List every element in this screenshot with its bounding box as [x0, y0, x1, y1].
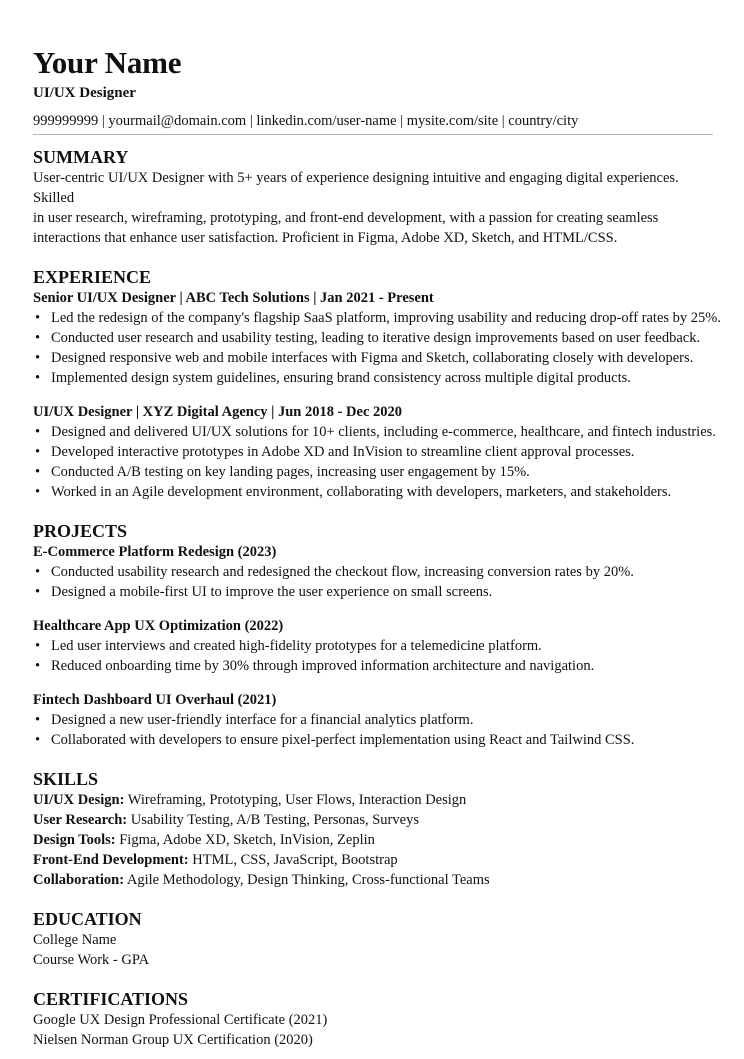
bullet-item: • Worked in an Agile development environment, collaborating with developers, marketers, and stakeholders.: [33, 482, 718, 502]
job-bullets: [33, 422, 718, 502]
candidate-role: UI/UX Designer: [33, 85, 136, 101]
project-heading: Fintech Dashboard UI Overhaul (2021): [33, 692, 277, 708]
job-heading: UI/UX Designer | XYZ Digital Agency | Jun 2018 - Dec 2020: [33, 404, 403, 420]
summary-line: interactions that enhance user satisfaction. Proficient in Figma, Adobe XD, Sketch, and HTML/CSS.: [33, 230, 618, 246]
projects-section: [33, 520, 718, 750]
bullet-item: • Designed a mobile-first UI to improve the user experience on small screens.: [33, 582, 718, 602]
job-heading: Senior UI/UX Designer | ABC Tech Solutions | Jan 2021 - Present: [33, 290, 434, 306]
education-section: [33, 908, 718, 970]
contact-line: 999999999 | yourmail@domain.com | linkedin.com/user-name | mysite.com/site | country/city: [33, 113, 579, 129]
skill-label: Front-End Development:: [33, 852, 189, 868]
experience-section: [33, 266, 721, 502]
skill-label: User Research:: [33, 812, 128, 828]
bullet-item: • Designed and delivered UI/UX solutions for 10+ clients, including e-commerce, healthcare, and fintech industries.: [33, 422, 718, 442]
skill-value: Wireframing, Prototyping, User Flows, Interaction Design: [124, 792, 467, 808]
certifications-title: CERTIFICATIONS: [33, 989, 189, 1009]
bullet-item: • Designed a new user-friendly interface for a financial analytics platform.: [33, 710, 718, 730]
bullet-item: • Conducted A/B testing on key landing pages, increasing user engagement by 15%.: [33, 462, 718, 482]
resume-body: [33, 146, 721, 1050]
project-bullets: [33, 710, 718, 750]
summary-line: User-centric UI/UX Designer with 5+ years of experience designing intuitive and engaging digital experiences. Skilled: [33, 170, 679, 206]
skills-section: [33, 768, 718, 890]
bullet-item: • Developed interactive prototypes in Adobe XD and InVision to streamline client approval processes.: [33, 442, 718, 462]
skill-label: Collaboration:: [33, 872, 125, 888]
bullet-item: • Led user interviews and created high-fidelity prototypes for a telemedicine platform.: [33, 636, 718, 656]
project-heading: Healthcare App UX Optimization (2022): [33, 618, 284, 634]
skill-row: [33, 810, 718, 830]
bullet-item: • Implemented design system guidelines, ensuring brand consistency across multiple digital products.: [33, 368, 718, 388]
project-bullets: [33, 636, 718, 676]
skill-row: [33, 870, 718, 890]
bullet-item: • Reduced onboarding time by 30% through improved information architecture and navigation.: [33, 656, 718, 676]
college-name: College Name: [33, 932, 117, 948]
header-divider: [33, 134, 713, 135]
skill-value: Figma, Adobe XD, Sketch, InVision, Zeplin: [115, 832, 375, 848]
experience-title: EXPERIENCE: [33, 267, 152, 287]
course-work: Course Work - GPA: [33, 952, 150, 968]
bullet-item: • Conducted usability research and redesigned the checkout flow, increasing conversion rates by 20%.: [33, 562, 718, 582]
skill-row: [33, 830, 718, 850]
resume-header: [33, 45, 713, 131]
skill-row: [33, 850, 718, 870]
certifications-section: [33, 988, 718, 1050]
certification-item: Google UX Design Professional Certificate (2021): [33, 1012, 328, 1028]
skill-value: Agile Methodology, Design Thinking, Cross-functional Teams: [124, 872, 490, 888]
skill-label: UI/UX Design:: [33, 792, 125, 808]
skills-title: SKILLS: [33, 769, 99, 789]
summary-line: in user research, wireframing, prototyping, and front-end development, with a passion for creating seamless: [33, 210, 659, 226]
candidate-name: Your Name: [33, 45, 182, 80]
bullet-item: • Conducted user research and usability testing, leading to iterative design improvements based on user feedback.: [33, 328, 718, 348]
bullet-item: • Designed responsive web and mobile interfaces with Figma and Sketch, collaborating closely with developers.: [33, 348, 718, 368]
job-bullets: [33, 308, 721, 388]
education-title: EDUCATION: [33, 909, 142, 929]
projects-title: PROJECTS: [33, 521, 128, 541]
skill-value: Usability Testing, A/B Testing, Personas, Surveys: [127, 812, 419, 828]
skill-value: HTML, CSS, JavaScript, Bootstrap: [188, 852, 398, 868]
bullet-item: • Led the redesign of the company's flagship SaaS platform, improving usability and reducing drop-off rates by 25%.: [33, 308, 718, 328]
skill-label: Design Tools:: [33, 832, 116, 848]
summary-title: SUMMARY: [33, 147, 129, 167]
project-heading: E-Commerce Platform Redesign (2023): [33, 544, 277, 560]
project-bullets: [33, 562, 718, 602]
skill-row: [33, 790, 718, 810]
summary-section: [33, 146, 718, 248]
bullet-item: • Collaborated with developers to ensure pixel-perfect implementation using React and Tailwind CSS.: [33, 730, 718, 750]
certification-item: Nielsen Norman Group UX Certification (2020): [33, 1032, 313, 1048]
